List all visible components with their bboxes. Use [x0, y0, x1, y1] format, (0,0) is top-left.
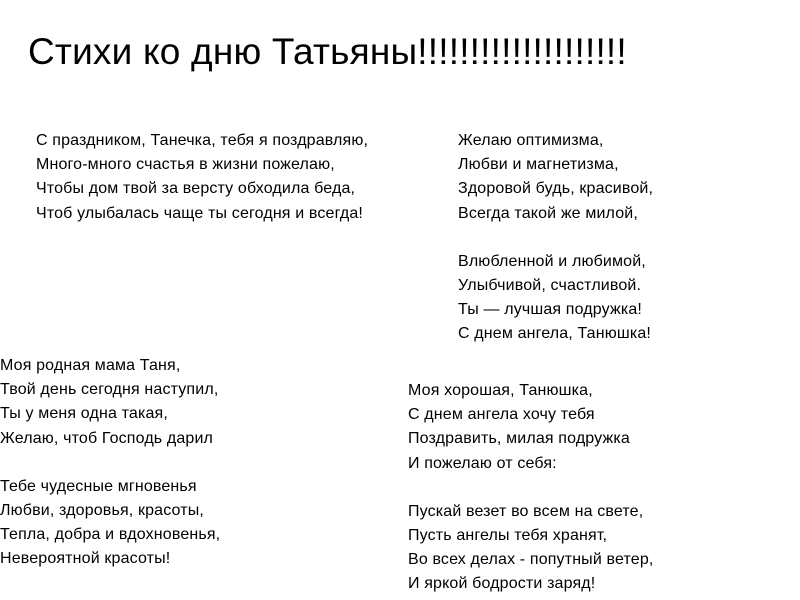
stanza-gap — [458, 226, 653, 250]
poem-line: Влюбленной и любимой, — [458, 252, 646, 270]
poem-line: Много-много счастья в жизни пожелаю, — [36, 156, 335, 174]
poem-line: Любви и магнетизма, — [458, 156, 619, 174]
poem-line: Чтобы дом твой за версту обходила беда, — [36, 180, 356, 198]
poem-line: Невероятной красоты! — [0, 550, 171, 568]
poem-line: Ты — лучшая подружка! — [458, 301, 642, 319]
slide-title: Стихи ко дню Татьяны!!!!!!!!!!!!!!!!!!!! — [28, 31, 627, 72]
poem-line: Тепла, добра и вдохновенья, — [0, 526, 221, 544]
poem-line: Желаю, чтоб Господь дарил — [0, 429, 214, 447]
poem-line: Пусть ангелы тебя хранят, — [408, 527, 608, 545]
poem-line: Желаю оптимизма, — [458, 132, 604, 149]
poem-line: Поздравить, милая подружка — [408, 430, 630, 448]
poem-line: С днем ангела, Танюшка! — [458, 325, 651, 343]
poem-line: Ты у меня одна такая, — [0, 405, 168, 423]
poem-line: Моя родная мама Таня, — [0, 357, 181, 374]
poem-line: С праздником, Танечка, тебя я поздравляю, — [36, 132, 369, 149]
poem-line: Всегда такой же милой, — [458, 204, 638, 222]
poem-line: Чтоб улыбалась чаще ты сегодня и всегда! — [36, 204, 363, 222]
poem-line: Любви, здоровья, красоты, — [0, 502, 204, 520]
poem-line: Пускай везет во всем на свете, — [408, 502, 644, 520]
poem-mama-tanya — [0, 354, 220, 572]
poem-line: Тебе чудесные мгновенья — [0, 477, 197, 495]
poem-line: Во всех делах - попутный ветер, — [408, 551, 654, 569]
poem-optimism — [458, 129, 653, 347]
poem-line: Здоровой будь, красивой, — [458, 180, 654, 198]
poem-line: С днем ангела хочу тебя — [408, 406, 595, 424]
poem-line: И пожелаю от себя: — [408, 454, 557, 472]
poem-line: Твой день сегодня наступил, — [0, 381, 219, 399]
poem-line: Моя хорошая, Танюшка, — [408, 382, 593, 399]
poem-tanyushka-angel-day — [408, 379, 654, 597]
poem-tanechka-greeting — [36, 129, 368, 226]
poem-line: И яркой бодрости заряд! — [408, 575, 596, 593]
stanza-gap — [0, 451, 220, 475]
stanza-gap — [408, 476, 654, 500]
poem-line: Улыбчивой, счастливой. — [458, 277, 642, 295]
